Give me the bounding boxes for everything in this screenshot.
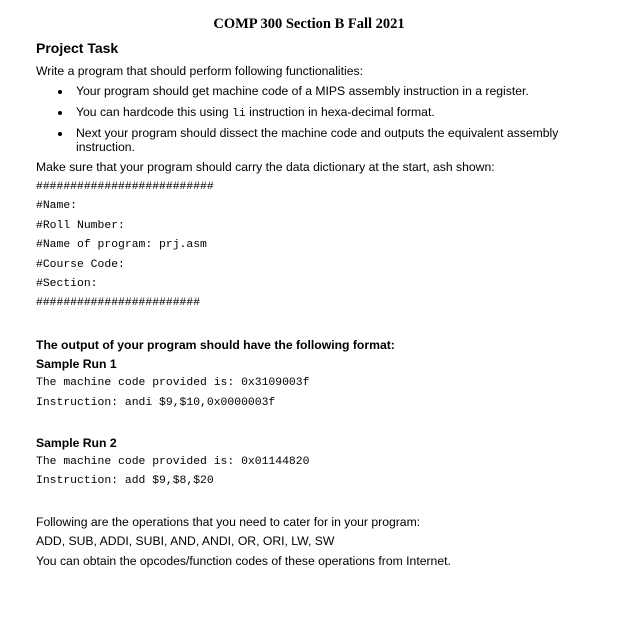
inline-code: li — [232, 108, 246, 120]
bullet-icon — [58, 111, 62, 115]
dictionary-course: #Course Code: — [36, 259, 125, 271]
sample-run-1-label: Sample Run 1 — [36, 357, 117, 371]
page-title: COMP 300 Section B Fall 2021 — [213, 16, 405, 32]
dictionary-hash-bottom: ######################## — [36, 297, 201, 309]
bullet-item-1: Your program should get machine code of a MIPS assembly instruction in a register. — [76, 84, 529, 98]
sample-run-2-line-1: The machine code provided is: 0x01144820 — [36, 456, 310, 468]
bullet-item-2-text-after: instruction in hexa-decimal format. — [245, 105, 435, 119]
intro-text: Write a program that should perform following functionalities: — [36, 64, 363, 78]
sample-run-1-line-1: The machine code provided is: 0x3109003f — [36, 377, 310, 389]
dictionary-section: #Section: — [36, 278, 98, 290]
section-heading: Project Task — [36, 40, 119, 56]
bullet-icon — [58, 132, 62, 136]
closing-note: You can obtain the opcodes/function codes of these operations from Internet. — [36, 554, 451, 568]
operations-list: ADD, SUB, ADDI, SUBI, AND, ANDI, OR, ORI, LW, SW — [36, 534, 335, 548]
output-heading: The output of your program should have the following format: — [36, 338, 395, 352]
dictionary-hash-top: ########################## — [36, 181, 214, 193]
dictionary-program: #Name of program: prj.asm — [36, 239, 207, 251]
sample-run-2-line-2: Instruction: add $9,$8,$20 — [36, 475, 214, 487]
bullet-icon — [58, 90, 62, 94]
bullet-item-2 — [76, 105, 435, 120]
dictionary-name: #Name: — [36, 200, 78, 212]
dictionary-intro: Make sure that your program should carry the data dictionary at the start, ash shown: — [36, 160, 495, 174]
operations-intro: Following are the operations that you need to cater for in your program: — [36, 515, 421, 529]
sample-run-1-line-2: Instruction: andi $9,$10,0x0000003f — [36, 397, 276, 409]
bullet-item-3-line-1: Next your program should dissect the machine code and outputs the equivalent assembly — [76, 126, 559, 140]
bullet-item-3-line-2: instruction. — [76, 140, 135, 154]
sample-run-2-label: Sample Run 2 — [36, 436, 117, 450]
bullet-item-2-text-before: You can hardcode this using — [76, 105, 233, 119]
dictionary-roll: #Roll Number: — [36, 220, 125, 232]
